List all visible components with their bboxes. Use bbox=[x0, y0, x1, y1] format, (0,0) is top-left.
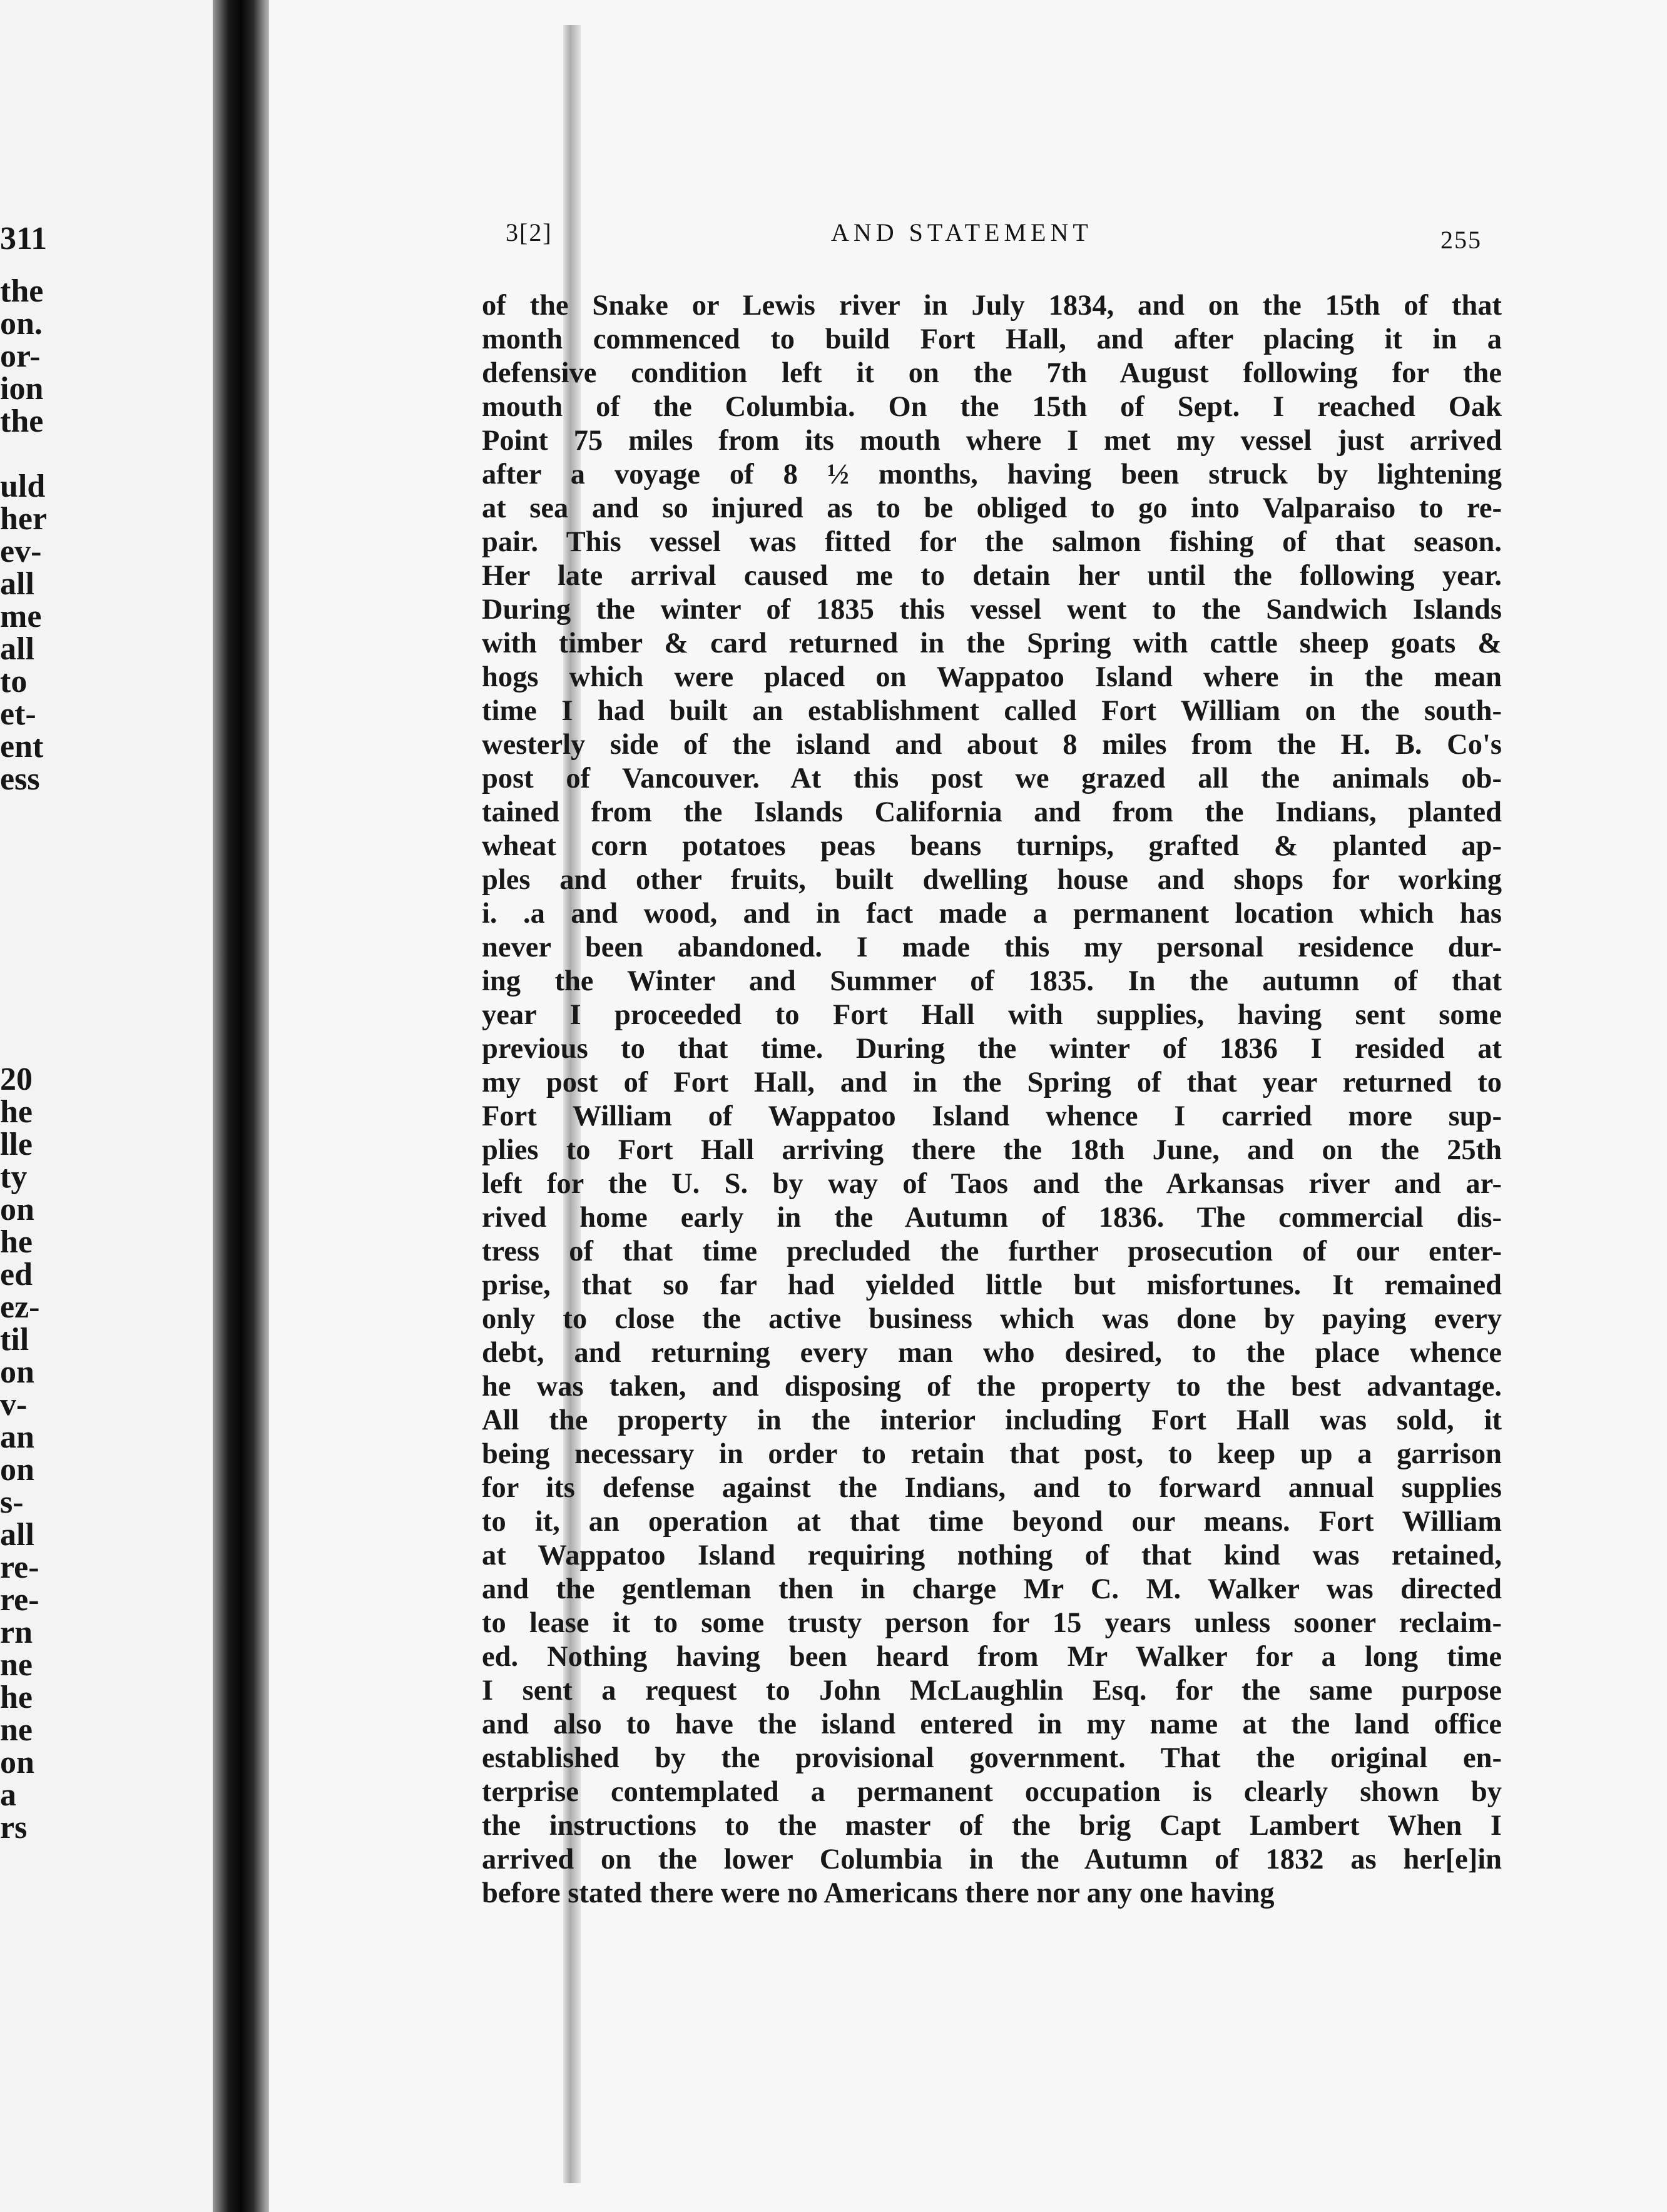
text-line: During the winter of 1835 this vessel went to the Sandwich Islands bbox=[482, 594, 1502, 626]
facing-page-fragment: et- bbox=[0, 696, 36, 732]
text-line: Her late arrival caused me to detain her until the following year. bbox=[482, 560, 1502, 592]
facing-page-fragment: rn bbox=[0, 1615, 33, 1650]
facing-page-fragment: lle bbox=[0, 1127, 33, 1162]
book-gutter bbox=[213, 0, 269, 2212]
facing-page-fragment: ent bbox=[0, 729, 44, 764]
facing-page-fragment: ess bbox=[0, 761, 40, 797]
facing-page-fragment: ed bbox=[0, 1257, 33, 1292]
text-line: time I had built an establishment called Fort William on the south- bbox=[482, 695, 1502, 727]
facing-page-fragment: re- bbox=[0, 1582, 39, 1618]
facing-page-fragment: all bbox=[0, 631, 34, 667]
facing-page-fragment: rs bbox=[0, 1810, 28, 1845]
text-line: the instructions to the master of the brig Capt Lambert When I bbox=[482, 1810, 1502, 1842]
facing-page-fragment: 311 bbox=[0, 221, 48, 256]
text-line: terprise contemplated a permanent occupation is clearly shown by bbox=[482, 1776, 1502, 1808]
text-line: year I proceeded to Fort Hall with supplies, having sent some bbox=[482, 999, 1502, 1031]
text-line: mouth of the Columbia. On the 15th of Sept. I reached Oak bbox=[482, 391, 1502, 423]
text-line: westerly side of the island and about 8 miles from the H. B. Co's bbox=[482, 729, 1502, 761]
facing-page-fragment: ne bbox=[0, 1647, 33, 1683]
text-line: with timber & card returned in the Spring with cattle sheep goats & bbox=[482, 627, 1502, 659]
facing-page-fragment: s- bbox=[0, 1484, 24, 1520]
facing-page-fragment: an bbox=[0, 1419, 34, 1455]
facing-page-fragment: he bbox=[0, 1680, 33, 1715]
text-line: ed. Nothing having been heard from Mr Walker for a long time bbox=[482, 1641, 1502, 1673]
text-line: never been abandoned. I made this my personal residence dur- bbox=[482, 931, 1502, 963]
text-line: at Wappatoo Island requiring nothing of that kind was retained, bbox=[482, 1540, 1502, 1571]
text-line: to lease it to some trusty person for 15 years unless sooner reclaim- bbox=[482, 1607, 1502, 1639]
text-line: pair. This vessel was fitted for the salmon fishing of that season. bbox=[482, 526, 1502, 558]
facing-page-fragment: a bbox=[0, 1777, 16, 1813]
text-line: month commenced to build Fort Hall, and after placing it in a bbox=[482, 323, 1502, 355]
running-head: AND STATEMENT bbox=[831, 218, 1093, 246]
facing-page-fragment: ty bbox=[0, 1159, 28, 1195]
text-line: wheat corn potatoes peas beans turnips, grafted & planted ap- bbox=[482, 830, 1502, 862]
text-line: tained from the Islands California and from the Indians, planted bbox=[482, 796, 1502, 828]
facing-page-fragment: on bbox=[0, 1745, 34, 1780]
text-line: prise, that so far had yielded little but misfortunes. It remained bbox=[482, 1269, 1502, 1301]
facing-page-fragment: or- bbox=[0, 338, 41, 374]
facing-page-fragment: on bbox=[0, 1192, 34, 1227]
facing-page-fragment: the bbox=[0, 273, 44, 309]
facing-page-fragment: her bbox=[0, 501, 48, 537]
facing-page-fragment: all bbox=[0, 566, 34, 602]
text-line: rived home early in the Autumn of 1836. The commercial dis- bbox=[482, 1202, 1502, 1234]
facing-page-fragment: ne bbox=[0, 1712, 33, 1748]
facing-page-fragment: on. bbox=[0, 306, 43, 342]
text-line: he was taken, and disposing of the property to the best advantage. bbox=[482, 1371, 1502, 1403]
facing-page-fragment: all bbox=[0, 1517, 34, 1553]
text-line: previous to that time. During the winter of 1836 I resided at bbox=[482, 1033, 1502, 1065]
text-line: after a voyage of 8 ½ months, having been struck by lightening bbox=[482, 459, 1502, 490]
text-line: debt, and returning every man who desired, to the place whence bbox=[482, 1337, 1502, 1369]
text-line: ing the Winter and Summer of 1835. In the autumn of that bbox=[482, 965, 1502, 997]
text-line: at sea and so injured as to be obliged to go into Valparaiso to re- bbox=[482, 492, 1502, 524]
facing-page-fragment: me bbox=[0, 599, 42, 634]
text-line: I sent a request to John McLaughlin Esq. for the same purpose bbox=[482, 1675, 1502, 1707]
page-number: 255 bbox=[1440, 226, 1482, 254]
text-line: and the gentleman then in charge Mr C. M. Walker was directed bbox=[482, 1573, 1502, 1605]
text-line: before stated there were no Americans there nor any one having bbox=[482, 1877, 1275, 1909]
facing-page-fragment: he bbox=[0, 1224, 33, 1260]
main-page bbox=[269, 0, 1667, 2212]
facing-page-fragment: ev- bbox=[0, 534, 42, 569]
text-line: All the property in the interior including Fort Hall was sold, it bbox=[482, 1404, 1502, 1436]
text-line: i. .a and wood, and in fact made a permanent location which has bbox=[482, 898, 1502, 930]
body-text bbox=[482, 289, 1502, 1910]
facing-page-fragment: on bbox=[0, 1354, 34, 1390]
facing-page-fragment: til bbox=[0, 1322, 29, 1357]
facing-page-fragment: the bbox=[0, 403, 44, 439]
facing-page-fragment: he bbox=[0, 1094, 33, 1130]
page-signature: 3[2] bbox=[506, 218, 553, 246]
facing-page-fragment: ion bbox=[0, 371, 44, 407]
text-line: of the Snake or Lewis river in July 1834, and on the 15th of that bbox=[482, 290, 1502, 322]
text-line: for its defense against the Indians, and to forward annual supplies bbox=[482, 1472, 1502, 1504]
facing-page-fragment: to bbox=[0, 664, 28, 699]
text-line: tress of that time precluded the further prosecution of our enter- bbox=[482, 1235, 1502, 1267]
text-line: post of Vancouver. At this post we grazed all the animals ob- bbox=[482, 763, 1502, 794]
text-line: plies to Fort Hall arriving there the 18th June, and on the 25th bbox=[482, 1134, 1502, 1166]
text-line: Fort William of Wappatoo Island whence I carried more sup- bbox=[482, 1100, 1502, 1132]
text-line: my post of Fort Hall, and in the Spring of that year returned to bbox=[482, 1067, 1502, 1098]
text-line: arrived on the lower Columbia in the Autumn of 1832 as her[e]in bbox=[482, 1844, 1502, 1875]
text-line: Point 75 miles from its mouth where I met my vessel just arrived bbox=[482, 425, 1502, 457]
text-line: defensive condition left it on the 7th August following for the bbox=[482, 357, 1502, 389]
text-line: ples and other fruits, built dwelling house and shops for working bbox=[482, 864, 1502, 896]
text-line: only to close the active business which was done by paying every bbox=[482, 1303, 1502, 1335]
facing-page-fragment: on bbox=[0, 1452, 34, 1488]
text-line: and also to have the island entered in my name at the land office bbox=[482, 1708, 1502, 1740]
text-line: established by the provisional government. That the original en- bbox=[482, 1742, 1502, 1774]
facing-page-fragment: 20 bbox=[0, 1062, 33, 1097]
facing-page-fragment: v- bbox=[0, 1387, 28, 1423]
text-line: being necessary in order to retain that post, to keep up a garrison bbox=[482, 1438, 1502, 1470]
text-line: hogs which were placed on Wappatoo Island where in the mean bbox=[482, 661, 1502, 693]
text-line: left for the U. S. by way of Taos and the Arkansas river and ar- bbox=[482, 1168, 1502, 1200]
page-header bbox=[506, 213, 1482, 256]
facing-page bbox=[0, 0, 222, 2212]
facing-page-text-fragments bbox=[0, 0, 222, 2212]
text-line: to it, an operation at that time beyond our means. Fort William bbox=[482, 1506, 1502, 1538]
facing-page-fragment: uld bbox=[0, 469, 46, 504]
facing-page-fragment: re- bbox=[0, 1550, 39, 1585]
facing-page-fragment: ez- bbox=[0, 1289, 40, 1325]
